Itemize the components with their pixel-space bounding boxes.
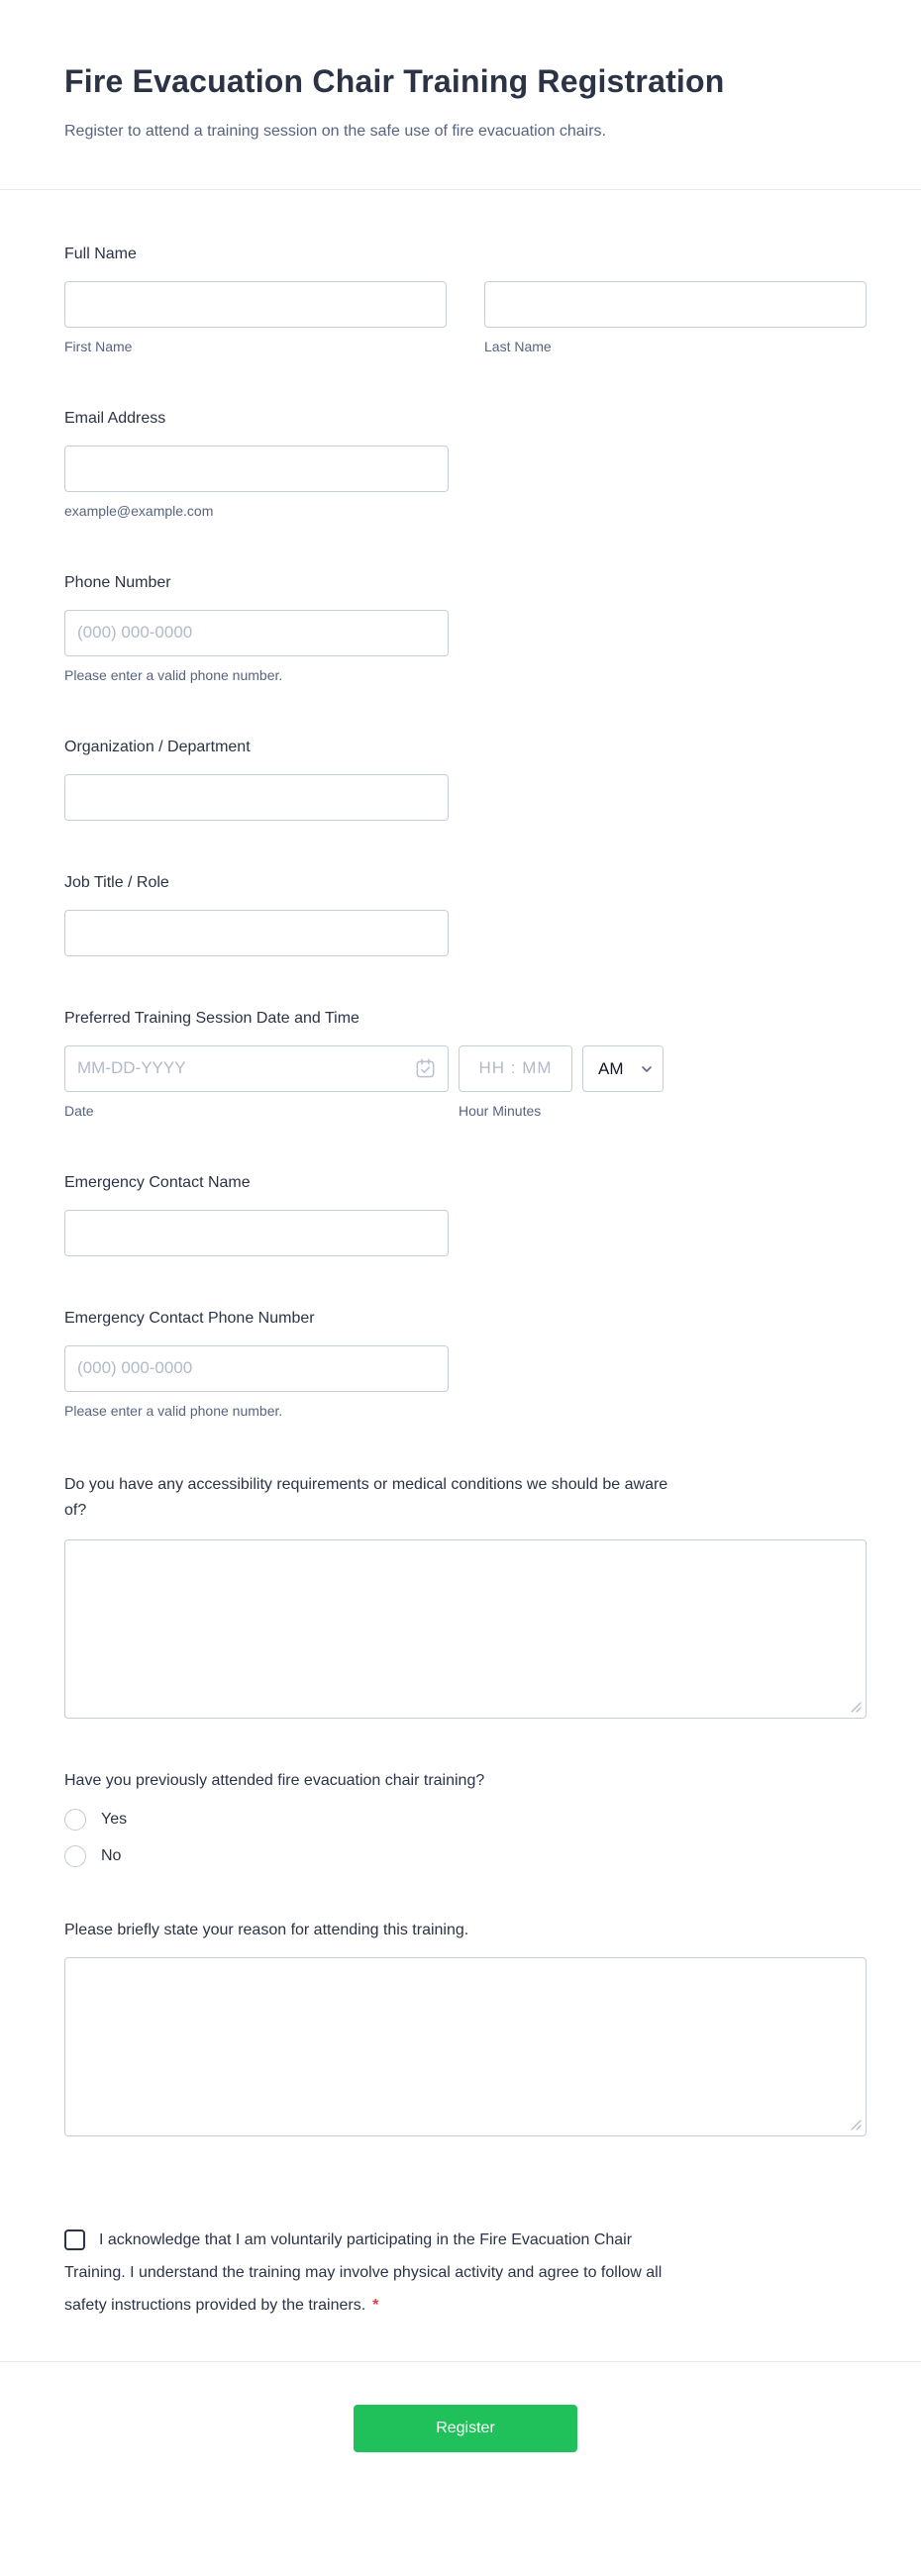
phone-input[interactable] <box>64 610 449 656</box>
phone-label: Phone Number <box>64 574 171 591</box>
accessibility-textarea[interactable] <box>64 1539 867 1719</box>
accessibility-label: Do you have any accessibility requirements or medical conditions we should be aware of? <box>64 1476 668 1519</box>
reason-label: Please briefly state your reason for attending this training. <box>64 1922 469 1938</box>
first-name-sublabel: First Name <box>64 339 133 354</box>
emergency-name-input[interactable] <box>64 1210 449 1256</box>
resize-handle-icon[interactable] <box>851 1702 862 1713</box>
question-acknowledgment <box>64 2224 678 2322</box>
emergency-phone-label: Emergency Contact Phone Number <box>64 1310 315 1327</box>
phone-sublabel: Please enter a valid phone number. <box>64 667 283 683</box>
radio-label-no: No <box>101 1847 122 1864</box>
question-email <box>64 408 867 521</box>
resize-handle-icon[interactable] <box>851 2120 862 2130</box>
form-header <box>0 0 921 190</box>
question-phone <box>64 572 867 685</box>
form-body <box>0 190 921 2322</box>
job-title-label: Job Title / Role <box>64 874 169 891</box>
last-name-input[interactable] <box>484 281 867 328</box>
emergency-phone-sublabel: Please enter a valid phone number. <box>64 1403 283 1419</box>
question-full-name <box>64 244 867 356</box>
reason-textarea[interactable] <box>64 1957 867 2136</box>
time-input[interactable] <box>459 1045 572 1092</box>
question-reason <box>64 1920 867 2136</box>
email-sublabel: example@example.com <box>64 503 214 519</box>
page-title: Fire Evacuation Chair Training Registration <box>64 63 725 99</box>
radio-option-yes[interactable] <box>64 1808 867 1832</box>
time-sublabel: Hour Minutes <box>459 1103 542 1119</box>
radio-circle-no[interactable] <box>64 1845 86 1867</box>
required-asterisk: * <box>372 2297 379 2314</box>
question-accessibility <box>64 1472 867 1719</box>
question-previous-training <box>64 1770 867 1868</box>
organization-label: Organization / Department <box>64 739 251 755</box>
date-input[interactable] <box>64 1045 449 1092</box>
previous-training-label: Have you previously attended fire evacuation chair training? <box>64 1772 485 1789</box>
session-label: Preferred Training Session Date and Time <box>64 1010 359 1027</box>
form-footer <box>0 2361 921 2507</box>
question-emergency-name <box>64 1172 867 1256</box>
ampm-select[interactable] <box>582 1045 664 1092</box>
job-title-input[interactable] <box>64 910 449 956</box>
organization-input[interactable] <box>64 774 449 821</box>
last-name-sublabel: Last Name <box>484 339 552 354</box>
first-name-input[interactable] <box>64 281 447 328</box>
radio-circle-yes[interactable] <box>64 1809 86 1831</box>
date-sublabel: Date <box>64 1103 94 1119</box>
email-input[interactable] <box>64 446 449 492</box>
email-label: Email Address <box>64 410 166 427</box>
emergency-phone-input[interactable] <box>64 1345 449 1392</box>
radio-option-no[interactable] <box>64 1844 867 1868</box>
emergency-name-label: Emergency Contact Name <box>64 1174 251 1191</box>
register-button[interactable]: Register <box>354 2405 577 2452</box>
acknowledgment-text: I acknowledge that I am voluntarily participating in the Fire Evacuation Chair Training. I understand the training may involve physical activity and agree to follow all safety instructions provided by the trainers. <box>64 2231 663 2314</box>
question-emergency-phone <box>64 1308 867 1421</box>
question-session-datetime <box>64 1008 867 1121</box>
question-organization <box>64 737 867 821</box>
form-subtitle: Register to attend a training session on the safe use of fire evacuation chairs. <box>64 123 606 140</box>
full-name-label: Full Name <box>64 246 137 262</box>
radio-label-yes: Yes <box>101 1811 128 1828</box>
acknowledgment-checkbox[interactable] <box>64 2229 85 2250</box>
question-job-title <box>64 872 867 956</box>
